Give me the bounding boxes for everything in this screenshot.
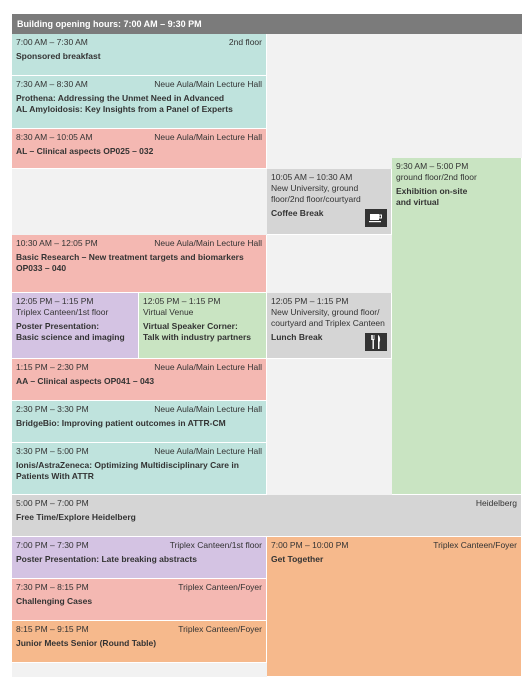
session-title: AL – Clinical aspects OP025 – 032 (16, 146, 154, 156)
session-time: 7:00 PM – 10:00 PM (271, 540, 349, 550)
fork-knife-icon (365, 333, 387, 351)
session-location: 2nd floor (228, 37, 262, 47)
session-location: Neue Aula/Main Lecture Hall (154, 132, 262, 142)
opening-hours-header: Building opening hours: 7:00 AM – 9:30 PM (12, 14, 522, 34)
session-time: 10:05 AM – 10:30 AM (271, 172, 353, 182)
session-location: Triplex Canteen/1st floor (169, 540, 262, 550)
session-basic-research[interactable] (12, 235, 267, 293)
session-prothena[interactable] (12, 76, 267, 129)
session-title-line1: Basic Research – New treatment targets and biomarkers (16, 252, 244, 262)
session-location: Triplex Canteen/Foyer (178, 582, 262, 592)
session-location: Triplex Canteen/Foyer (178, 624, 262, 634)
session-challenging-cases[interactable] (12, 579, 267, 621)
session-title (396, 186, 517, 208)
session-location: Neue Aula/Main Lecture Hall (154, 362, 262, 372)
session-time: 12:05 PM – 1:15 PM (271, 296, 349, 306)
session-location-line1: New University, ground floor/ (271, 307, 380, 317)
session-time: 12:05 PM – 1:15 PM (16, 296, 94, 306)
session-title: Poster Presentation: Late breaking abstracts (16, 554, 197, 564)
session-location: Triplex Canteen/1st floor (16, 307, 109, 317)
session-time: 1:15 PM – 2:30 PM (16, 362, 89, 372)
session-location: Neue Aula/Main Lecture Hall (154, 79, 262, 89)
session-poster-basic-science[interactable] (12, 293, 139, 359)
session-time: 7:30 PM – 8:15 PM (16, 582, 89, 592)
session-title (16, 321, 134, 343)
session-exhibition[interactable] (392, 158, 522, 495)
session-title: Get Together (271, 554, 324, 564)
session-location: Virtual Venue (143, 307, 194, 317)
session-location: ground floor/2nd floor (396, 172, 477, 182)
session-title-line1: Exhibition on-site (396, 186, 468, 196)
session-free-time[interactable] (12, 495, 522, 537)
session-time: 7:00 PM – 7:30 PM (16, 540, 89, 550)
session-time: 10:30 AM – 12:05 PM (16, 238, 98, 248)
session-title: Free Time/Explore Heidelberg (16, 512, 136, 522)
session-title-line2: Patients With ATTR (16, 471, 94, 481)
session-title (16, 93, 262, 115)
session-time: 8:30 AM – 10:05 AM (16, 132, 93, 142)
coffee-cup-icon (365, 209, 387, 227)
session-title: Sponsored breakfast (16, 51, 101, 61)
session-time: 5:00 PM – 7:00 PM (16, 498, 89, 508)
session-al-clinical[interactable] (12, 129, 267, 169)
session-title: Coffee Break (271, 208, 324, 218)
session-location: Triplex Canteen/Foyer (433, 540, 517, 550)
session-ionis-astrazeneca[interactable] (12, 443, 267, 495)
session-location: Neue Aula/Main Lecture Hall (154, 446, 262, 456)
session-time: 8:15 PM – 9:15 PM (16, 624, 89, 634)
session-location: Neue Aula/Main Lecture Hall (154, 404, 262, 414)
session-title: Lunch Break (271, 332, 323, 342)
session-title-line2: AL Amyloidosis: Key Insights from a Panel of Experts (16, 104, 233, 114)
session-title-line1: Virtual Speaker Corner: (143, 321, 238, 331)
session-time: 2:30 PM – 3:30 PM (16, 404, 89, 414)
session-lunch-break[interactable] (267, 293, 392, 359)
session-location-line2: courtyard and Triplex Canteen (271, 318, 385, 328)
session-title-line2: Talk with industry partners (143, 332, 252, 342)
session-location-line1: New University, ground (271, 183, 359, 193)
session-get-together[interactable] (267, 537, 522, 677)
session-title-line1: Prothena: Addressing the Unmet Need in Advanced (16, 93, 225, 103)
session-time: 9:30 AM – 5:00 PM (396, 161, 469, 171)
session-title (16, 460, 262, 482)
session-poster-late-breaking[interactable] (12, 537, 267, 579)
session-time: 12:05 PM – 1:15 PM (143, 296, 221, 306)
session-title-line2: Basic science and imaging (16, 332, 125, 342)
session-time: 7:30 AM – 8:30 AM (16, 79, 88, 89)
session-title: Junior Meets Senior (Round Table) (16, 638, 157, 648)
session-title-line1: Ionis/AstraZeneca: Optimizing Multidisciplinary Care in (16, 460, 239, 470)
session-title: AA – Clinical aspects OP041 – 043 (16, 376, 155, 386)
session-junior-meets-senior[interactable] (12, 621, 267, 663)
session-coffee-break[interactable] (267, 169, 392, 235)
session-title-line2: OP033 – 040 (16, 263, 67, 273)
session-title-line1: Poster Presentation: (16, 321, 100, 331)
session-title: BridgeBio: Improving patient outcomes in ATTR-CM (16, 418, 226, 428)
session-title-line2: and virtual (396, 197, 439, 207)
session-time: 7:00 AM – 7:30 AM (16, 37, 88, 47)
session-aa-clinical[interactable] (12, 359, 267, 401)
session-title (143, 321, 262, 343)
session-location: Heidelberg (475, 498, 517, 508)
session-title (16, 252, 262, 274)
session-location: Neue Aula/Main Lecture Hall (154, 238, 262, 248)
session-title: Challenging Cases (16, 596, 93, 606)
session-bridgebio[interactable] (12, 401, 267, 443)
session-time: 3:30 PM – 5:00 PM (16, 446, 89, 456)
session-sponsored-breakfast[interactable] (12, 34, 267, 76)
session-virtual-speaker-corner[interactable] (139, 293, 267, 359)
session-location-line2: floor/2nd floor/courtyard (271, 194, 361, 204)
